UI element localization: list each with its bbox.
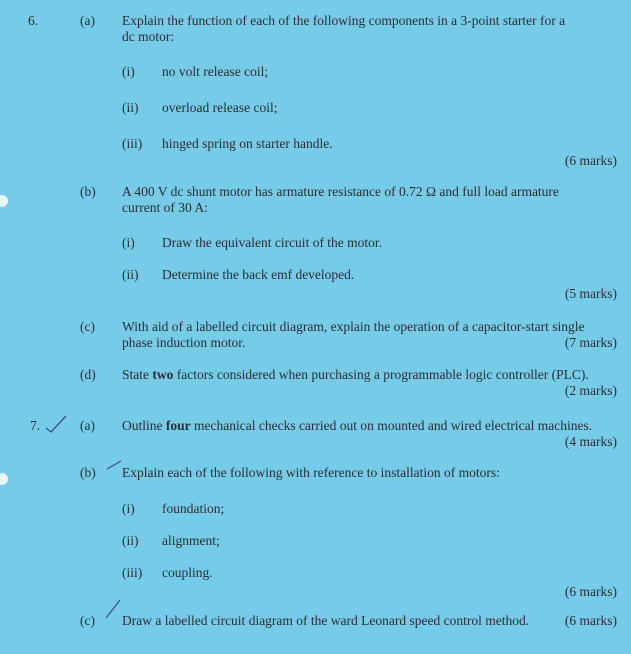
q7a-text-pre: Outline	[122, 418, 166, 433]
pen-tick-mark-icon	[44, 414, 68, 434]
q6a-marks: (6 marks)	[564, 153, 617, 168]
q6b-item-ii-num: (ii)	[122, 267, 139, 282]
q7b-marks: (6 marks)	[564, 584, 617, 599]
q7c-marks: (6 marks)	[564, 613, 617, 628]
q6a-item-i-num: (i)	[122, 64, 135, 79]
q6b-item-i-num: (i)	[122, 235, 135, 250]
q7b-text: Explain each of the following with reference to installation of motors:	[122, 465, 500, 480]
q6c-text-line1: With aid of a labelled circuit diagram, explain the operation of a capacitor-start single	[122, 319, 585, 334]
pen-stroke-mark-icon	[106, 459, 122, 471]
q7a-text-post: mechanical checks carried out on mounted and wired electrical machines.	[190, 418, 593, 433]
q6a-item-ii-text: overload release coil;	[162, 100, 278, 115]
q6d-text-post: factors considered when purchasing a programmable logic controller (PLC).	[173, 367, 589, 382]
question-7-number: 7.	[30, 418, 41, 433]
q7b-item-iii-text: coupling.	[162, 565, 213, 580]
q7b-item-i-text: foundation;	[162, 501, 225, 516]
q7a-text	[122, 418, 592, 434]
q6b-text-line1: A 400 V dc shunt motor has armature resistance of 0.72 Ω and full load armature	[122, 184, 559, 199]
q6b-item-ii-text: Determine the back emf developed.	[162, 267, 355, 282]
q6d-label: (d)	[80, 367, 96, 382]
q6b-marks: (5 marks)	[564, 286, 617, 301]
q6c-marks: (7 marks)	[564, 335, 617, 350]
q7b-item-ii-text: alignment;	[162, 533, 220, 548]
q7b-item-i-num: (i)	[122, 501, 135, 516]
q6c-text-line2: phase induction motor.	[122, 335, 246, 350]
q7a-text-bold: four	[165, 418, 191, 433]
q6a-item-iii-text: hinged spring on starter handle.	[162, 136, 333, 151]
punch-hole-bottom	[0, 473, 8, 485]
q6c-label: (c)	[80, 319, 95, 334]
q6b-label: (b)	[80, 184, 96, 199]
q7b-item-iii-num: (iii)	[122, 565, 143, 580]
q6d-text-pre: State	[122, 367, 153, 382]
q7c-text: Draw a labelled circuit diagram of the ward Leonard speed control method.	[122, 613, 530, 628]
q6a-item-iii-num: (iii)	[122, 136, 143, 151]
q6a-item-ii-num: (ii)	[122, 100, 139, 115]
question-6-number: 6.	[28, 13, 39, 28]
q6a-text-line2: dc motor:	[122, 29, 175, 44]
q7b-item-ii-num: (ii)	[122, 533, 139, 548]
q7c-label: (c)	[80, 613, 95, 628]
q7a-label: (a)	[80, 418, 95, 433]
q6d-marks: (2 marks)	[564, 383, 617, 398]
q6d-text-bold: two	[152, 367, 174, 382]
q6a-item-i-text: no volt release coil;	[162, 64, 269, 79]
q6d-text	[122, 367, 589, 383]
q7a-marks: (4 marks)	[564, 434, 617, 449]
q6a-text-line1: Explain the function of each of the following components in a 3-point starter for a	[122, 13, 566, 28]
pen-stroke-mark-icon-2	[104, 598, 122, 620]
punch-hole-top	[0, 195, 8, 207]
q6b-text-line2: current of 30 A:	[122, 200, 208, 215]
q6b-item-i-text: Draw the equivalent circuit of the motor.	[162, 235, 383, 250]
q7b-label: (b)	[80, 465, 96, 480]
q6a-label: (a)	[80, 13, 95, 28]
